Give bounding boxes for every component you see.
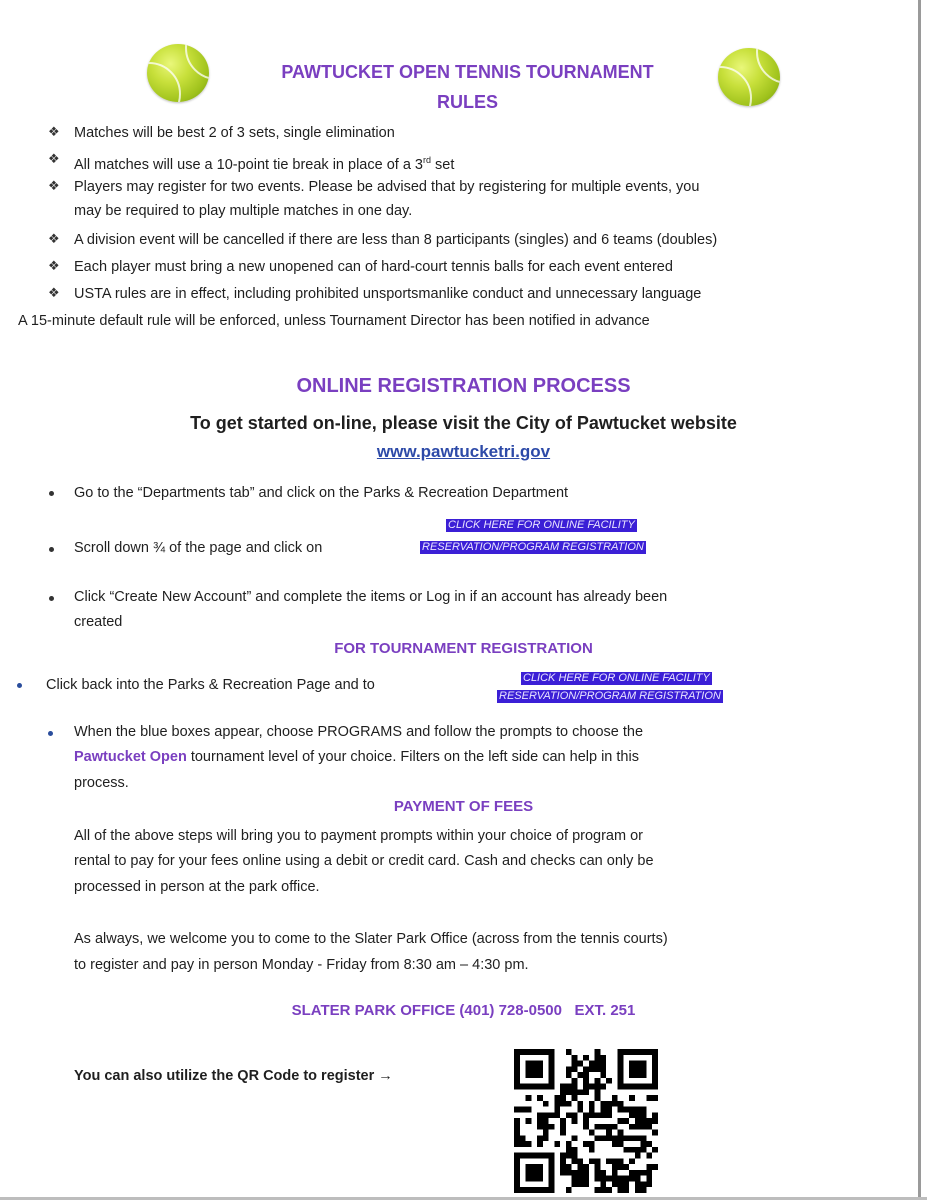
website-link[interactable]: www.pawtucketri.gov [376, 442, 551, 461]
rule-item [74, 151, 454, 174]
rule-item-continued: may be required to play multiple matches in one day. [74, 203, 413, 219]
tournament-reservation-link-line2[interactable]: RESERVATION/PROGRAM REGISTRATION [499, 690, 721, 702]
tournament-step-programs-line2 [74, 748, 639, 766]
bullet-dot [17, 683, 22, 688]
diamond-bullet-icon: ❖ [48, 178, 60, 193]
bullet-dot [49, 547, 54, 552]
default-rule-text: A 15-minute default rule will be enforced, unless Tournament Director has been notified in advance [18, 313, 650, 329]
rule-item: Each player must bring a new unopened can of hard-court tennis balls for each event entered [74, 259, 673, 275]
tournament-step-programs-rest: tournament level of your choice. Filters on the left side can help in this [186, 749, 639, 765]
tournament-reservation-link-line1[interactable]: CLICK HERE FOR ONLINE FACILITY [523, 672, 710, 684]
page-border-right [918, 0, 921, 1200]
diamond-bullet-icon: ❖ [48, 285, 60, 300]
payment-text-line2: rental to pay for your fees online using a debit or credit card. Cash and checks can only be [74, 853, 654, 869]
online-registration-heading: ONLINE REGISTRATION PROCESS [296, 375, 631, 397]
online-intro: To get started on-line, please visit the City of Pawtucket website [190, 413, 737, 433]
rule-item: Players may register for two events. Please be advised that by registering for multiple events, you [74, 179, 700, 195]
rule-item-sup: rd [423, 155, 432, 165]
tournament-step-programs-line3: process. [74, 775, 129, 791]
diamond-bullet-icon: ❖ [48, 231, 60, 246]
tournament-registration-heading: FOR TOURNAMENT REGISTRATION [334, 640, 593, 657]
payment-text-line1: All of the above steps will bring you to payment prompts within your choice of program or [74, 828, 643, 844]
online-reservation-link-line2[interactable]: RESERVATION/PROGRAM REGISTRATION [422, 541, 644, 553]
rules-subtitle: RULES [436, 92, 498, 112]
online-reservation-link-line1[interactable]: CLICK HERE FOR ONLINE FACILITY [448, 519, 635, 531]
online-step-departments: Go to the “Departments tab” and click on the Parks & Recreation Department [74, 485, 569, 501]
online-step-account: Click “Create New Account” and complete the items or Log in if an account has already been [74, 589, 668, 605]
payment-heading: PAYMENT OF FEES [393, 798, 534, 815]
qr-code[interactable] [514, 1049, 658, 1193]
rule-item: Matches will be best 2 of 3 sets, single elimination [74, 125, 395, 141]
website-row [0, 442, 927, 462]
rule-item: A division event will be cancelled if there are less than 8 participants (singles) and 6 teams (doubles) [74, 232, 718, 248]
page-title: PAWTUCKET OPEN TENNIS TOURNAMENT [281, 62, 654, 82]
qr-label: You can also utilize the QR Code to register → [74, 1068, 393, 1084]
tournament-step-programs: When the blue boxes appear, choose PROGRAMS and follow the prompts to choose the [74, 724, 644, 740]
office-visit-line1: As always, we welcome you to come to the Slater Park Office (across from the tennis courts) [74, 931, 668, 947]
online-step-scroll: Scroll down ¾ of the page and click on [74, 540, 323, 556]
office-visit-line2: to register and pay in person Monday - Friday from 8:30 am – 4:30 pm. [74, 957, 529, 973]
rule-item: USTA rules are in effect, including prohibited unsportsmanlike conduct and unnecessary language [74, 286, 702, 302]
diamond-bullet-icon: ❖ [48, 124, 60, 139]
tournament-step-parks: Click back into the Parks & Recreation Page and to [46, 677, 375, 693]
pawtucket-open-highlight: Pawtucket Open [74, 749, 187, 765]
bullet-dot [49, 596, 54, 601]
bullet-dot [49, 491, 54, 496]
online-step-account-continued: created [74, 614, 123, 630]
office-phone: SLATER PARK OFFICE (401) 728-0500 EXT. 251 [291, 1002, 636, 1019]
payment-text-line3: processed in person at the park office. [74, 879, 320, 895]
rule-item-tail: set [431, 156, 455, 173]
bullet-dot [48, 731, 53, 736]
rule-item-text: All matches will use a 10-point tie break in place of a 3 [74, 156, 423, 173]
diamond-bullet-icon: ❖ [48, 151, 60, 166]
diamond-bullet-icon: ❖ [48, 258, 60, 273]
